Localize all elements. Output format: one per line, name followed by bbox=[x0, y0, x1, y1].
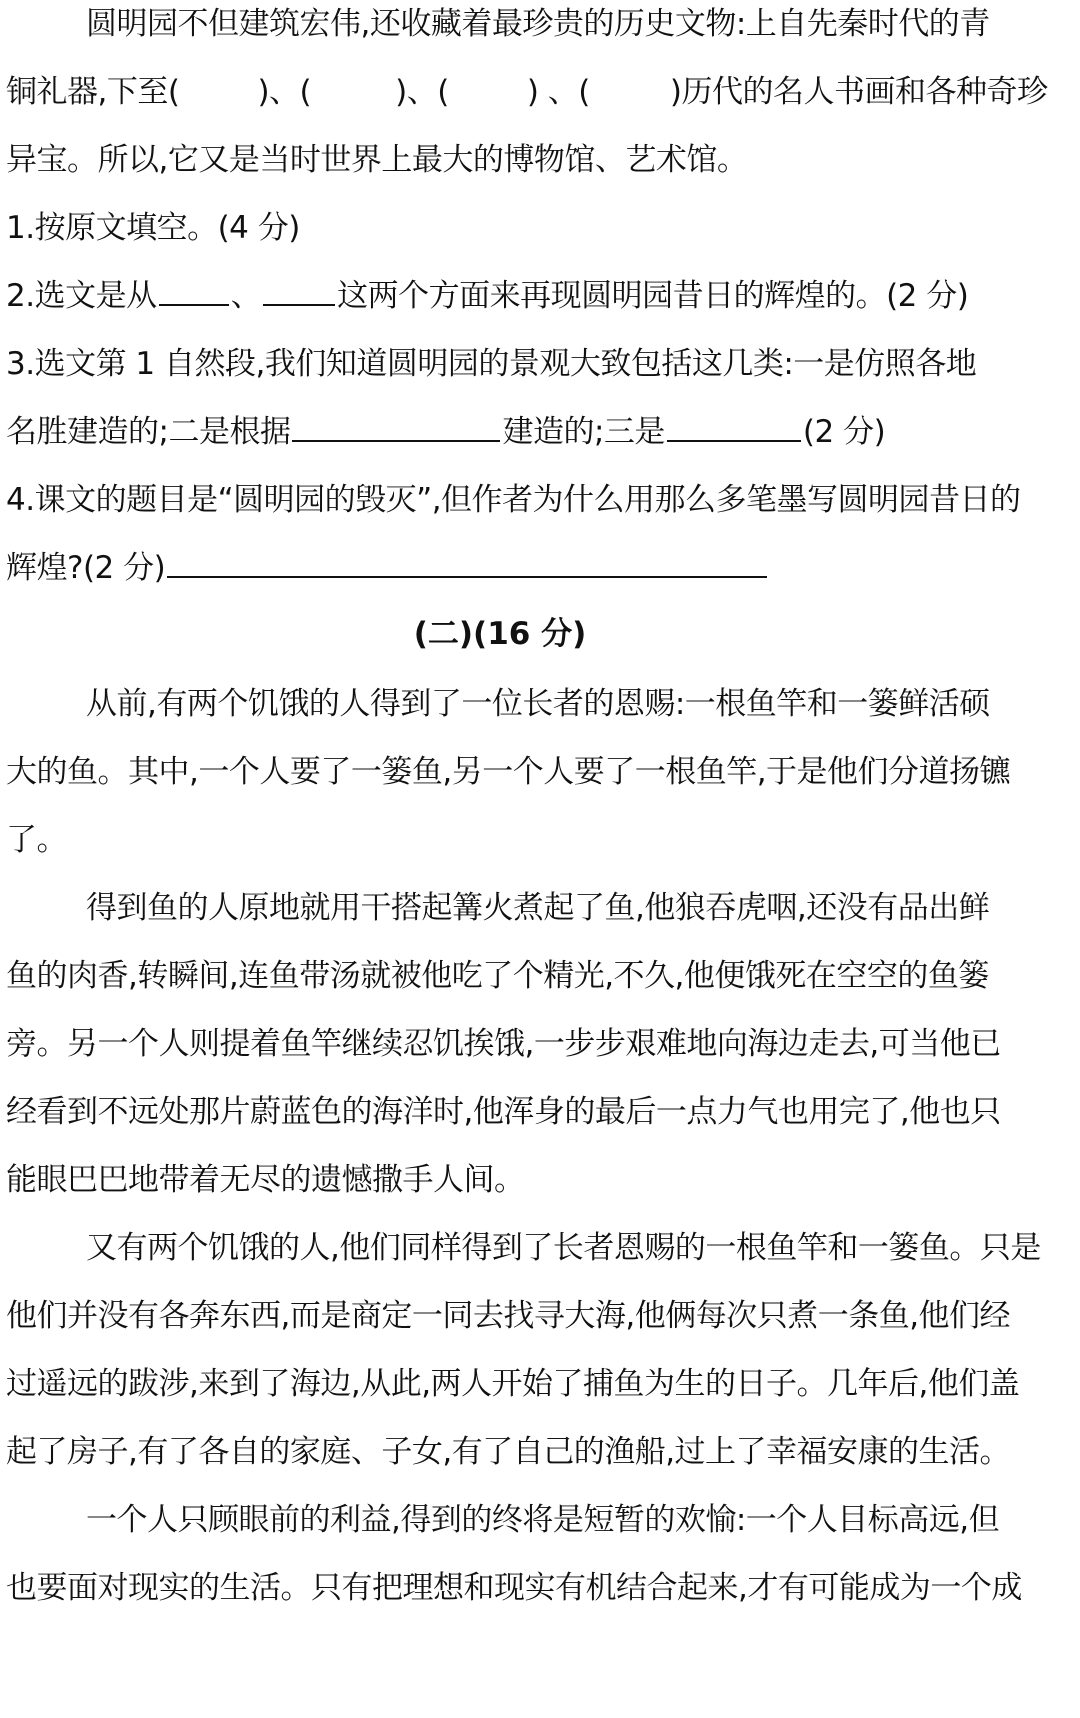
question-2-suffix: 这两个方面来再现圆明园昔日的辉煌的。(2 分) bbox=[337, 278, 969, 314]
question-2-prefix: 2.选文是从 bbox=[6, 278, 157, 314]
question-3-line2-prefix: 名胜建造的;二是根据 bbox=[6, 414, 291, 450]
passage2-p4-line1: 一个人只顾眼前的利益,得到的终将是短暂的欢愉:一个人目标高远,但 bbox=[86, 1502, 1000, 1538]
passage1-line1: 圆明园不但建筑宏伟,还收藏着最珍贵的历史文物:上自先秦时代的青 bbox=[86, 6, 990, 42]
passage2-p1-line1: 从前,有两个饥饿的人得到了一位长者的恩赐:一根鱼竿和一篓鲜活硕 bbox=[86, 686, 990, 722]
answer-underline-q4[interactable] bbox=[167, 550, 767, 578]
passage2-p3-line2: 他们并没有各奔东西,而是商定一同去找寻大海,他俩每次只煮一条鱼,他们经 bbox=[6, 1298, 1011, 1334]
passage2-p3-line4: 起了房子,有了各自的家庭、子女,有了自己的渔船,过上了幸福安康的生活。 bbox=[6, 1434, 1011, 1470]
passage2-p1-line3: 了。 bbox=[6, 822, 67, 858]
passage2-p1-line2: 大的鱼。其中,一个人要了一篓鱼,另一个人要了一根鱼竿,于是他们分道扬镳 bbox=[6, 754, 1011, 790]
question-3-line2-mid: 建造的;三是 bbox=[502, 414, 665, 450]
answer-underline-q3b[interactable] bbox=[667, 414, 801, 442]
passage2-p4-line2: 也要面对现实的生活。只有把理想和现实有机结合起来,才有可能成为一个成 bbox=[6, 1570, 1022, 1606]
question-3-line2 bbox=[6, 396, 1080, 468]
passage2-p2-line3: 旁。另一个人则提着鱼竿继续忍饥挨饿,一步步艰难地向海边走去,可当他已 bbox=[6, 1026, 1001, 1062]
passage2-p3-line1: 又有两个饥饿的人,他们同样得到了长者恩赐的一根鱼竿和一篓鱼。只是 bbox=[86, 1230, 1041, 1266]
question-4-line2 bbox=[6, 532, 1080, 604]
answer-underline-q3a[interactable] bbox=[292, 414, 500, 442]
passage2-p2-line4: 经看到不远处那片蔚蓝色的海洋时,他浑身的最后一点力气也用完了,他也只 bbox=[6, 1094, 1001, 1130]
passage1-line2-prefix: 铜礼器,下至( bbox=[6, 74, 180, 110]
question-4-line1: 4.课文的题目是“圆明园的毁灭”,但作者为什么用那么多笔墨写圆明园昔日的 bbox=[6, 482, 1021, 518]
passage1-line2-sep1: )、( bbox=[257, 74, 312, 110]
answer-underline-q2a[interactable] bbox=[159, 278, 229, 306]
passage2-p2-line1: 得到鱼的人原地就用干搭起篝火煮起了鱼,他狼吞虎咽,还没有品出鲜 bbox=[86, 890, 990, 926]
passage2-p2-line5: 能眼巴巴地带着无尽的遗憾撒手人间。 bbox=[6, 1162, 525, 1198]
passage1-line2-suffix: )历代的名人书画和各种奇珍 bbox=[669, 74, 1048, 110]
passage1-line3: 异宝。所以,它又是当时世界上最大的博物馆、艺术馆。 bbox=[6, 142, 748, 178]
passage1-line2-sep3: ) 、( bbox=[526, 74, 590, 110]
question-2 bbox=[6, 260, 1080, 332]
question-1: 1.按原文填空。(4 分) bbox=[6, 210, 300, 246]
question-3-line2-suffix: (2 分) bbox=[802, 414, 886, 450]
answer-underline-q2b[interactable] bbox=[263, 278, 335, 306]
passage1-line2-sep2: )、( bbox=[395, 74, 449, 110]
question-4-line2-prefix: 辉煌?(2 分) bbox=[6, 550, 166, 586]
question-2-mid: 、 bbox=[230, 278, 262, 314]
passage1-line2 bbox=[6, 56, 1080, 128]
passage2-p2-line2: 鱼的肉香,转瞬间,连鱼带汤就被他吃了个精光,不久,他便饿死在空空的鱼篓 bbox=[6, 958, 989, 994]
section-2-title: (二)(16 分) bbox=[413, 616, 587, 652]
question-3-line1: 3.选文第 1 自然段,我们知道圆明园的景观大致包括这几类:一是仿照各地 bbox=[6, 346, 977, 382]
passage2-p3-line3: 过遥远的跋涉,来到了海边,从此,两人开始了捕鱼为生的日子。几年后,他们盖 bbox=[6, 1366, 1020, 1402]
